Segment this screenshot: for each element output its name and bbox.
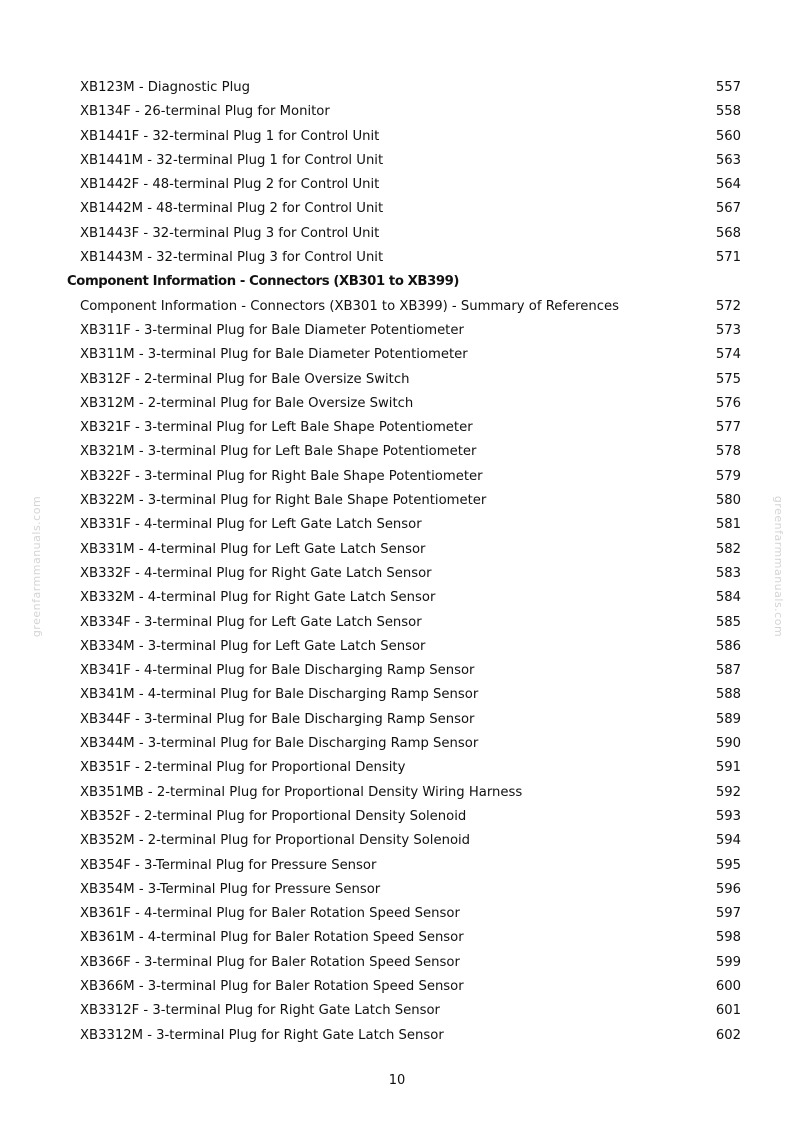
toc-entry[interactable] [0, 197, 794, 221]
toc-entry-title: XB334M - 3-terminal Plug for Left Gate Latch Sensor [80, 638, 426, 654]
toc-entry[interactable] [0, 635, 794, 659]
watermark-right: greenfarmmanuals.com [772, 495, 786, 638]
toc-entry[interactable] [0, 708, 794, 732]
toc-entry-title: XB134F - 26-terminal Plug for Monitor [80, 104, 330, 120]
toc-entry[interactable] [0, 611, 794, 635]
toc-entry-page: 581 [715, 517, 741, 533]
page-number: 10 [388, 1073, 406, 1088]
toc-entry[interactable] [0, 562, 794, 586]
toc-entry-page: 586 [715, 638, 741, 654]
toc-entry-page: 577 [715, 420, 741, 436]
toc-entry-title: XB351F - 2-terminal Plug for Proportional Density [80, 760, 406, 776]
toc-entry[interactable] [0, 1024, 794, 1048]
toc-entry-title: XB354M - 3-Terminal Plug for Pressure Sensor [80, 881, 381, 897]
toc-entry[interactable] [0, 465, 794, 489]
toc-entry[interactable] [0, 586, 794, 610]
toc-entry[interactable] [0, 149, 794, 173]
toc-entry[interactable] [0, 125, 794, 149]
toc-entry-title: XB1442F - 48-terminal Plug 2 for Control Unit [80, 177, 380, 193]
toc-entry[interactable] [0, 173, 794, 197]
toc-entry-title: XB341F - 4-terminal Plug for Bale Discharging Ramp Sensor [80, 663, 475, 679]
toc-entry[interactable] [0, 902, 794, 926]
toc-entry-title: XB321M - 3-terminal Plug for Left Bale Shape Potentiometer [80, 444, 477, 460]
toc-entry[interactable] [0, 440, 794, 464]
toc-entry-page: 592 [715, 784, 741, 800]
toc-entry-page: 563 [715, 152, 741, 168]
toc-entry-page: 598 [715, 930, 741, 946]
toc-entry[interactable] [0, 489, 794, 513]
toc-entry-title: XB334F - 3-terminal Plug for Left Gate Latch Sensor [80, 614, 422, 630]
toc-entry-title: XB332F - 4-terminal Plug for Right Gate Latch Sensor [80, 565, 432, 581]
toc-entry-title: XB331M - 4-terminal Plug for Left Gate Latch Sensor [80, 541, 426, 557]
toc-entry[interactable] [0, 683, 794, 707]
toc-entry[interactable] [0, 246, 794, 270]
toc-entry-title: XB1442M - 48-terminal Plug 2 for Control Unit [80, 201, 384, 217]
toc-entry-title: XB344M - 3-terminal Plug for Bale Discharging Ramp Sensor [80, 736, 479, 752]
toc-entry-title: Component Information - Connectors (XB301 to XB399) [67, 274, 460, 290]
toc-entry-title: XB366F - 3-terminal Plug for Baler Rotation Speed Sensor [80, 954, 460, 970]
toc-entry[interactable] [0, 756, 794, 780]
toc-entry[interactable] [0, 781, 794, 805]
toc-entry-page: 572 [715, 298, 741, 314]
toc-entry-page: 573 [715, 322, 741, 338]
toc-entry[interactable] [0, 222, 794, 246]
toc-entry-page: 590 [715, 736, 741, 752]
toc-entry[interactable] [0, 732, 794, 756]
toc-entry-title: Component Information - Connectors (XB301 to XB399) - Summary of References [80, 298, 619, 314]
toc-entry-title: XB3312M - 3-terminal Plug for Right Gate Latch Sensor [80, 1027, 444, 1043]
toc-entry[interactable] [0, 343, 794, 367]
toc-entry[interactable] [0, 951, 794, 975]
toc-entry-title: XB341M - 4-terminal Plug for Bale Discharging Ramp Sensor [80, 687, 479, 703]
toc-entry-page: 602 [715, 1027, 741, 1043]
toc-entry[interactable] [0, 392, 794, 416]
table-of-contents [0, 76, 794, 1048]
toc-entry-page: 591 [715, 760, 741, 776]
toc-entry-title: XB1441F - 32-terminal Plug 1 for Control Unit [80, 128, 380, 144]
toc-entry[interactable] [0, 368, 794, 392]
toc-entry-title: XB352M - 2-terminal Plug for Proportional Density Solenoid [80, 833, 471, 849]
toc-entry[interactable] [0, 854, 794, 878]
toc-entry-page: 585 [715, 614, 741, 630]
toc-entry-title: XB1441M - 32-terminal Plug 1 for Control Unit [80, 152, 384, 168]
toc-entry-page: 579 [715, 468, 741, 484]
toc-section-heading[interactable] [0, 270, 794, 294]
toc-entry-title: XB322F - 3-terminal Plug for Right Bale Shape Potentiometer [80, 468, 483, 484]
toc-entry-page: 588 [715, 687, 741, 703]
toc-entry-title: XB311F - 3-terminal Plug for Bale Diameter Potentiometer [80, 322, 464, 338]
toc-entry-page: 583 [715, 565, 741, 581]
toc-entry-title: XB311M - 3-terminal Plug for Bale Diameter Potentiometer [80, 347, 468, 363]
toc-entry[interactable] [0, 999, 794, 1023]
toc-entry-title: XB352F - 2-terminal Plug for Proportional Density Solenoid [80, 808, 467, 824]
toc-entry-page: 564 [715, 177, 741, 193]
toc-entry[interactable] [0, 319, 794, 343]
toc-entry-page: 560 [715, 128, 741, 144]
toc-entry-page: 571 [715, 250, 741, 266]
toc-entry-title: XB332M - 4-terminal Plug for Right Gate Latch Sensor [80, 590, 436, 606]
toc-entry-page: 580 [715, 493, 741, 509]
toc-entry-page: 575 [715, 371, 741, 387]
toc-entry[interactable] [0, 975, 794, 999]
toc-entry-title: XB1443M - 32-terminal Plug 3 for Control Unit [80, 250, 384, 266]
toc-entry[interactable] [0, 416, 794, 440]
toc-entry-page: 582 [715, 541, 741, 557]
toc-entry[interactable] [0, 513, 794, 537]
toc-entry-title: XB123M - Diagnostic Plug [80, 80, 250, 95]
toc-entry[interactable] [0, 76, 794, 100]
toc-entry-page: 600 [715, 978, 741, 994]
toc-entry-page: 584 [715, 590, 741, 606]
toc-entry-page: 567 [715, 201, 741, 217]
toc-entry-title: XB331F - 4-terminal Plug for Left Gate Latch Sensor [80, 517, 422, 533]
toc-entry-title: XB361M - 4-terminal Plug for Baler Rotation Speed Sensor [80, 930, 464, 946]
toc-entry-page: 594 [715, 833, 741, 849]
toc-entry-page: 574 [715, 347, 741, 363]
toc-entry-title: XB366M - 3-terminal Plug for Baler Rotation Speed Sensor [80, 978, 464, 994]
toc-entry-title: XB312M - 2-terminal Plug for Bale Oversize Switch [80, 395, 414, 411]
toc-entry[interactable] [0, 926, 794, 950]
toc-entry[interactable] [0, 829, 794, 853]
toc-entry-title: XB361F - 4-terminal Plug for Baler Rotation Speed Sensor [80, 906, 460, 922]
toc-entry[interactable] [0, 805, 794, 829]
toc-entry-page: 597 [715, 906, 741, 922]
toc-entry-page: 587 [715, 663, 741, 679]
toc-entry-page: 599 [715, 954, 741, 970]
toc-entry-page: 568 [715, 225, 741, 241]
toc-entry-title: XB3312F - 3-terminal Plug for Right Gate Latch Sensor [80, 1003, 440, 1019]
toc-entry-title: XB321F - 3-terminal Plug for Left Bale Shape Potentiometer [80, 420, 473, 436]
toc-entry-title: XB354F - 3-Terminal Plug for Pressure Sensor [80, 857, 377, 873]
watermark-left: greenfarmmanuals.com [30, 495, 44, 638]
toc-entry-title: XB322M - 3-terminal Plug for Right Bale Shape Potentiometer [80, 493, 487, 509]
toc-entry-title: XB312F - 2-terminal Plug for Bale Oversize Switch [80, 371, 410, 387]
toc-entry[interactable] [0, 659, 794, 683]
toc-entry-title: XB344F - 3-terminal Plug for Bale Discharging Ramp Sensor [80, 711, 475, 727]
toc-entry-page: 595 [715, 857, 741, 873]
toc-entry-page: 589 [715, 711, 741, 727]
toc-entry[interactable] [0, 295, 794, 319]
toc-entry[interactable] [0, 538, 794, 562]
toc-entry-page: 596 [715, 881, 741, 897]
toc-entry[interactable] [0, 100, 794, 124]
toc-entry-page: 601 [715, 1003, 741, 1019]
toc-entry-page: 593 [715, 808, 741, 824]
toc-entry-page: 557 [715, 80, 741, 95]
toc-entry[interactable] [0, 878, 794, 902]
toc-entry-page: 578 [715, 444, 741, 460]
toc-entry-title: XB1443F - 32-terminal Plug 3 for Control Unit [80, 225, 380, 241]
toc-entry-page: 558 [715, 104, 741, 120]
toc-entry-page: 576 [715, 395, 741, 411]
toc-entry-title: XB351MB - 2-terminal Plug for Proportional Density Wiring Harness [80, 784, 523, 800]
